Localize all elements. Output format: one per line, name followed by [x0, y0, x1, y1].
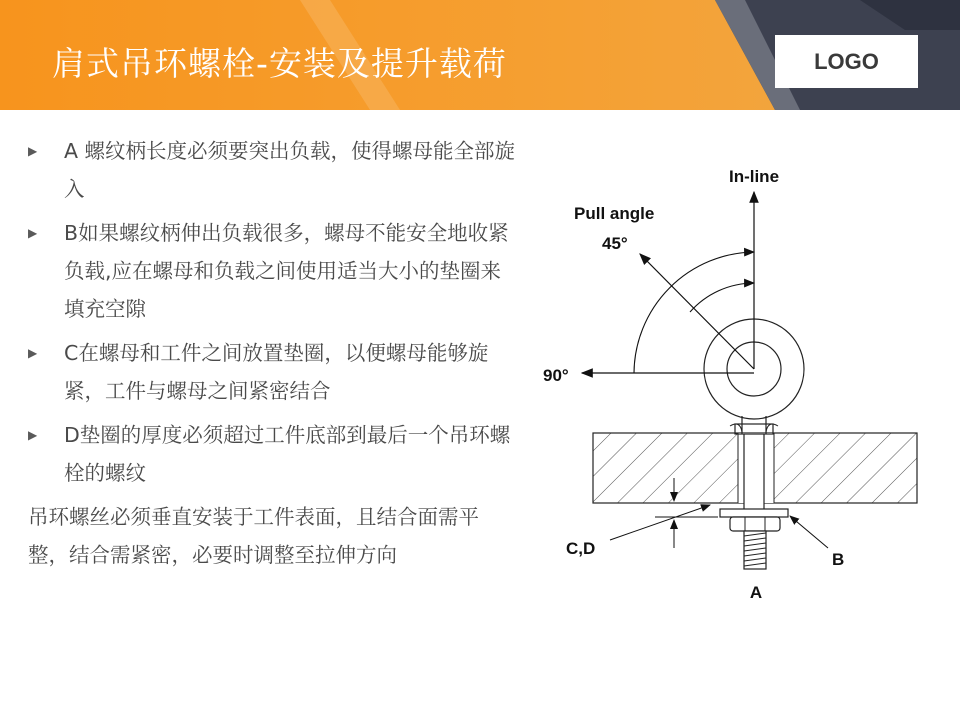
bullet-text: A 螺纹柄长度必须要突出负载，使得螺母能全部旋入 [64, 139, 516, 201]
inline-label: In-line [728, 167, 780, 186]
bullet-item [28, 214, 518, 328]
eye-bolt-diagram [530, 160, 930, 610]
angle-90-label: 90° [543, 366, 569, 385]
bullet-arrow-icon: ▶ [28, 346, 38, 360]
ninety-degree-arc [634, 252, 754, 373]
bullet-text: C在螺母和工件之间放置垫圈，以便螺母能够旋紧，工件与螺母之间紧密结合 [64, 341, 489, 403]
bullet-arrow-icon: ▶ [28, 226, 38, 240]
logo: LOGO [775, 35, 918, 88]
slide-header [0, 0, 960, 110]
forty-five-degree-arrow [640, 254, 754, 369]
cd-leader [610, 505, 710, 540]
bullet-text: D垫圈的厚度必须超过工件底部到最后一个吊环螺栓的螺纹 [64, 423, 511, 485]
slide-title: 肩式吊环螺栓-安装及提升载荷 [52, 44, 507, 83]
installation-note: 吊环螺丝必须垂直安装于工件表面，且结合面需平整，结合需紧密，必要时调整至拉伸方向 [28, 505, 479, 567]
bullet-arrow-icon: ▶ [28, 144, 38, 158]
angle-45-label: 45° [602, 234, 628, 253]
bullet-item [28, 132, 518, 208]
washer [720, 509, 788, 517]
forty-five-degree-arc [690, 283, 754, 312]
a-label: A [749, 583, 763, 602]
bullet-item [28, 334, 518, 410]
bullet-item [28, 416, 518, 492]
nut [730, 517, 780, 531]
bullet-text: B如果螺纹柄伸出负载很多，螺母不能安全地收紧负载,应在螺母和负载之间使用适当大小的垫圈来填充空隙 [64, 221, 509, 321]
cd-label: C,D [566, 539, 596, 558]
content-text [28, 132, 518, 574]
b-leader [790, 516, 828, 548]
bullet-arrow-icon: ▶ [28, 428, 38, 442]
bolt-shank [744, 434, 764, 516]
pull-angle-label: Pull angle [574, 204, 655, 223]
b-label: B [832, 550, 845, 569]
